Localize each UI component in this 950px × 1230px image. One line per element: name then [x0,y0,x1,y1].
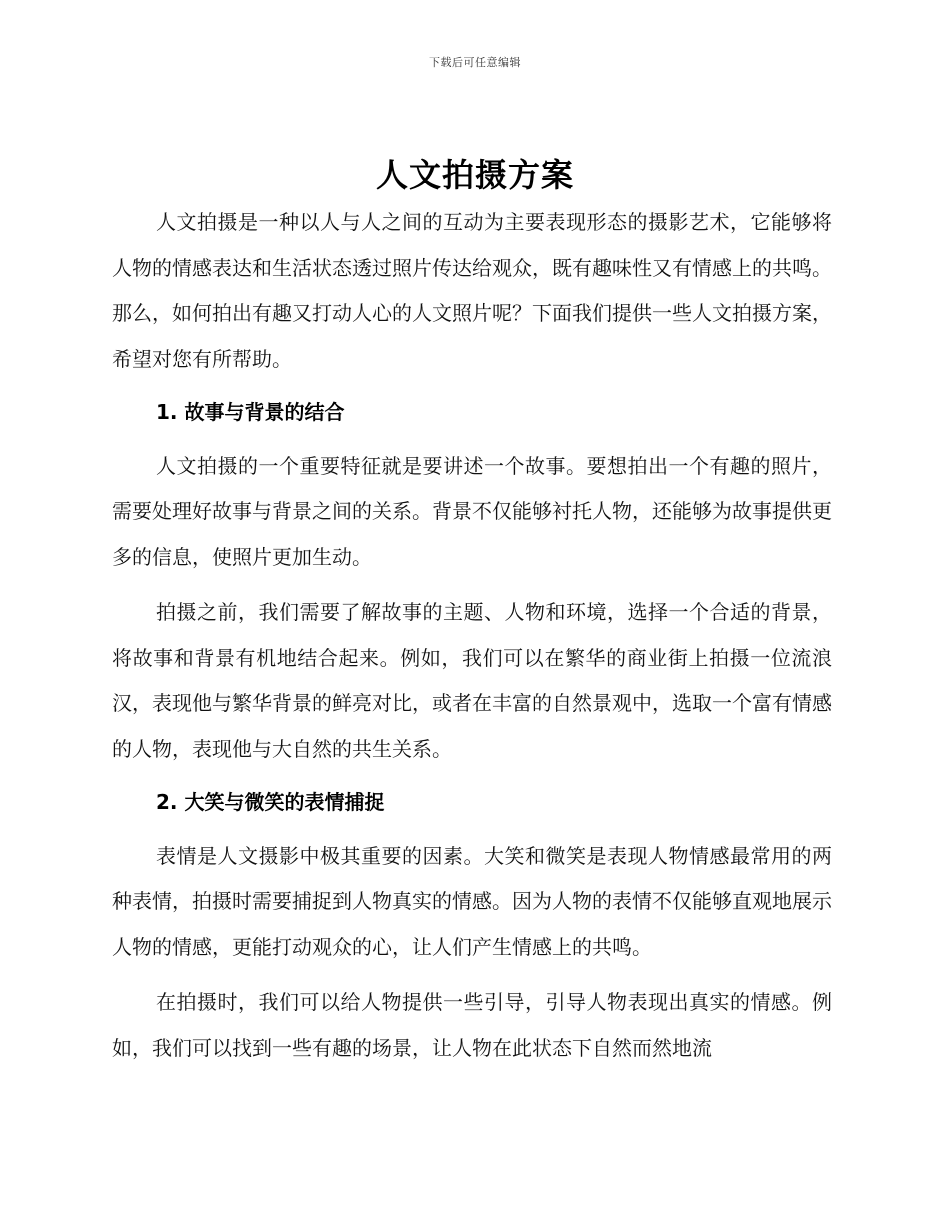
intro-paragraph: 人文拍摄是一种以人与人之间的互动为主要表现形态的摄影艺术，它能够将人物的情感表达和生活状态透过照片传达给观众，既有趣味性又有情感上的共鸣。那么，如何拍出有趣又打动人心的人文照片呢？下面我们提供一些人文拍摄方案，希望对您有所帮助。 [112,210,832,371]
section-heading-1: 1. 故事与背景的结合 [156,400,345,424]
section-2-paragraph-2: 在拍摄时，我们可以给人物提供一些引导，引导人物表现出真实的情感。例如，我们可以找到一些有趣的场景，让人物在此状态下自然而然地流 [112,990,832,1060]
document-title: 人文拍摄方案 [375,156,574,194]
header-note: 下载后可任意编辑 [429,56,521,69]
document-body [112,200,832,1071]
section-1-paragraph-1: 人文拍摄的一个重要特征就是要讲述一个故事。要想拍出一个有趣的照片，需要处理好故事与背景之间的关系。背景不仅能够衬托人物，还能够为故事提供更多的信息，使照片更加生动。 [112,453,832,569]
section-2-paragraph-1: 表情是人文摄影中极其重要的因素。大笑和微笑是表现人物情感最常用的两种表情，拍摄时需要捕捉到人物真实的情感。因为人物的表情不仅能够直观地展示人物的情感，更能打动观众的心，让人们产生情感上的共鸣。 [112,843,832,959]
paragraph-gap [112,970,832,980]
section-heading-2: 2. 大笑与微笑的表情捕捉 [156,790,385,814]
paragraph-gap [112,580,832,590]
section-1-paragraph-2: 拍摄之前，我们需要了解故事的主题、人物和环境，选择一个合适的背景，将故事和背景有机地结合起来。例如，我们可以在繁华的商业街上拍摄一位流浪汉，表现他与繁华背景的鲜亮对比，或者在丰富的自然景观中，选取一个富有情感的人物，表现他与大自然的共生关系。 [112,600,832,761]
